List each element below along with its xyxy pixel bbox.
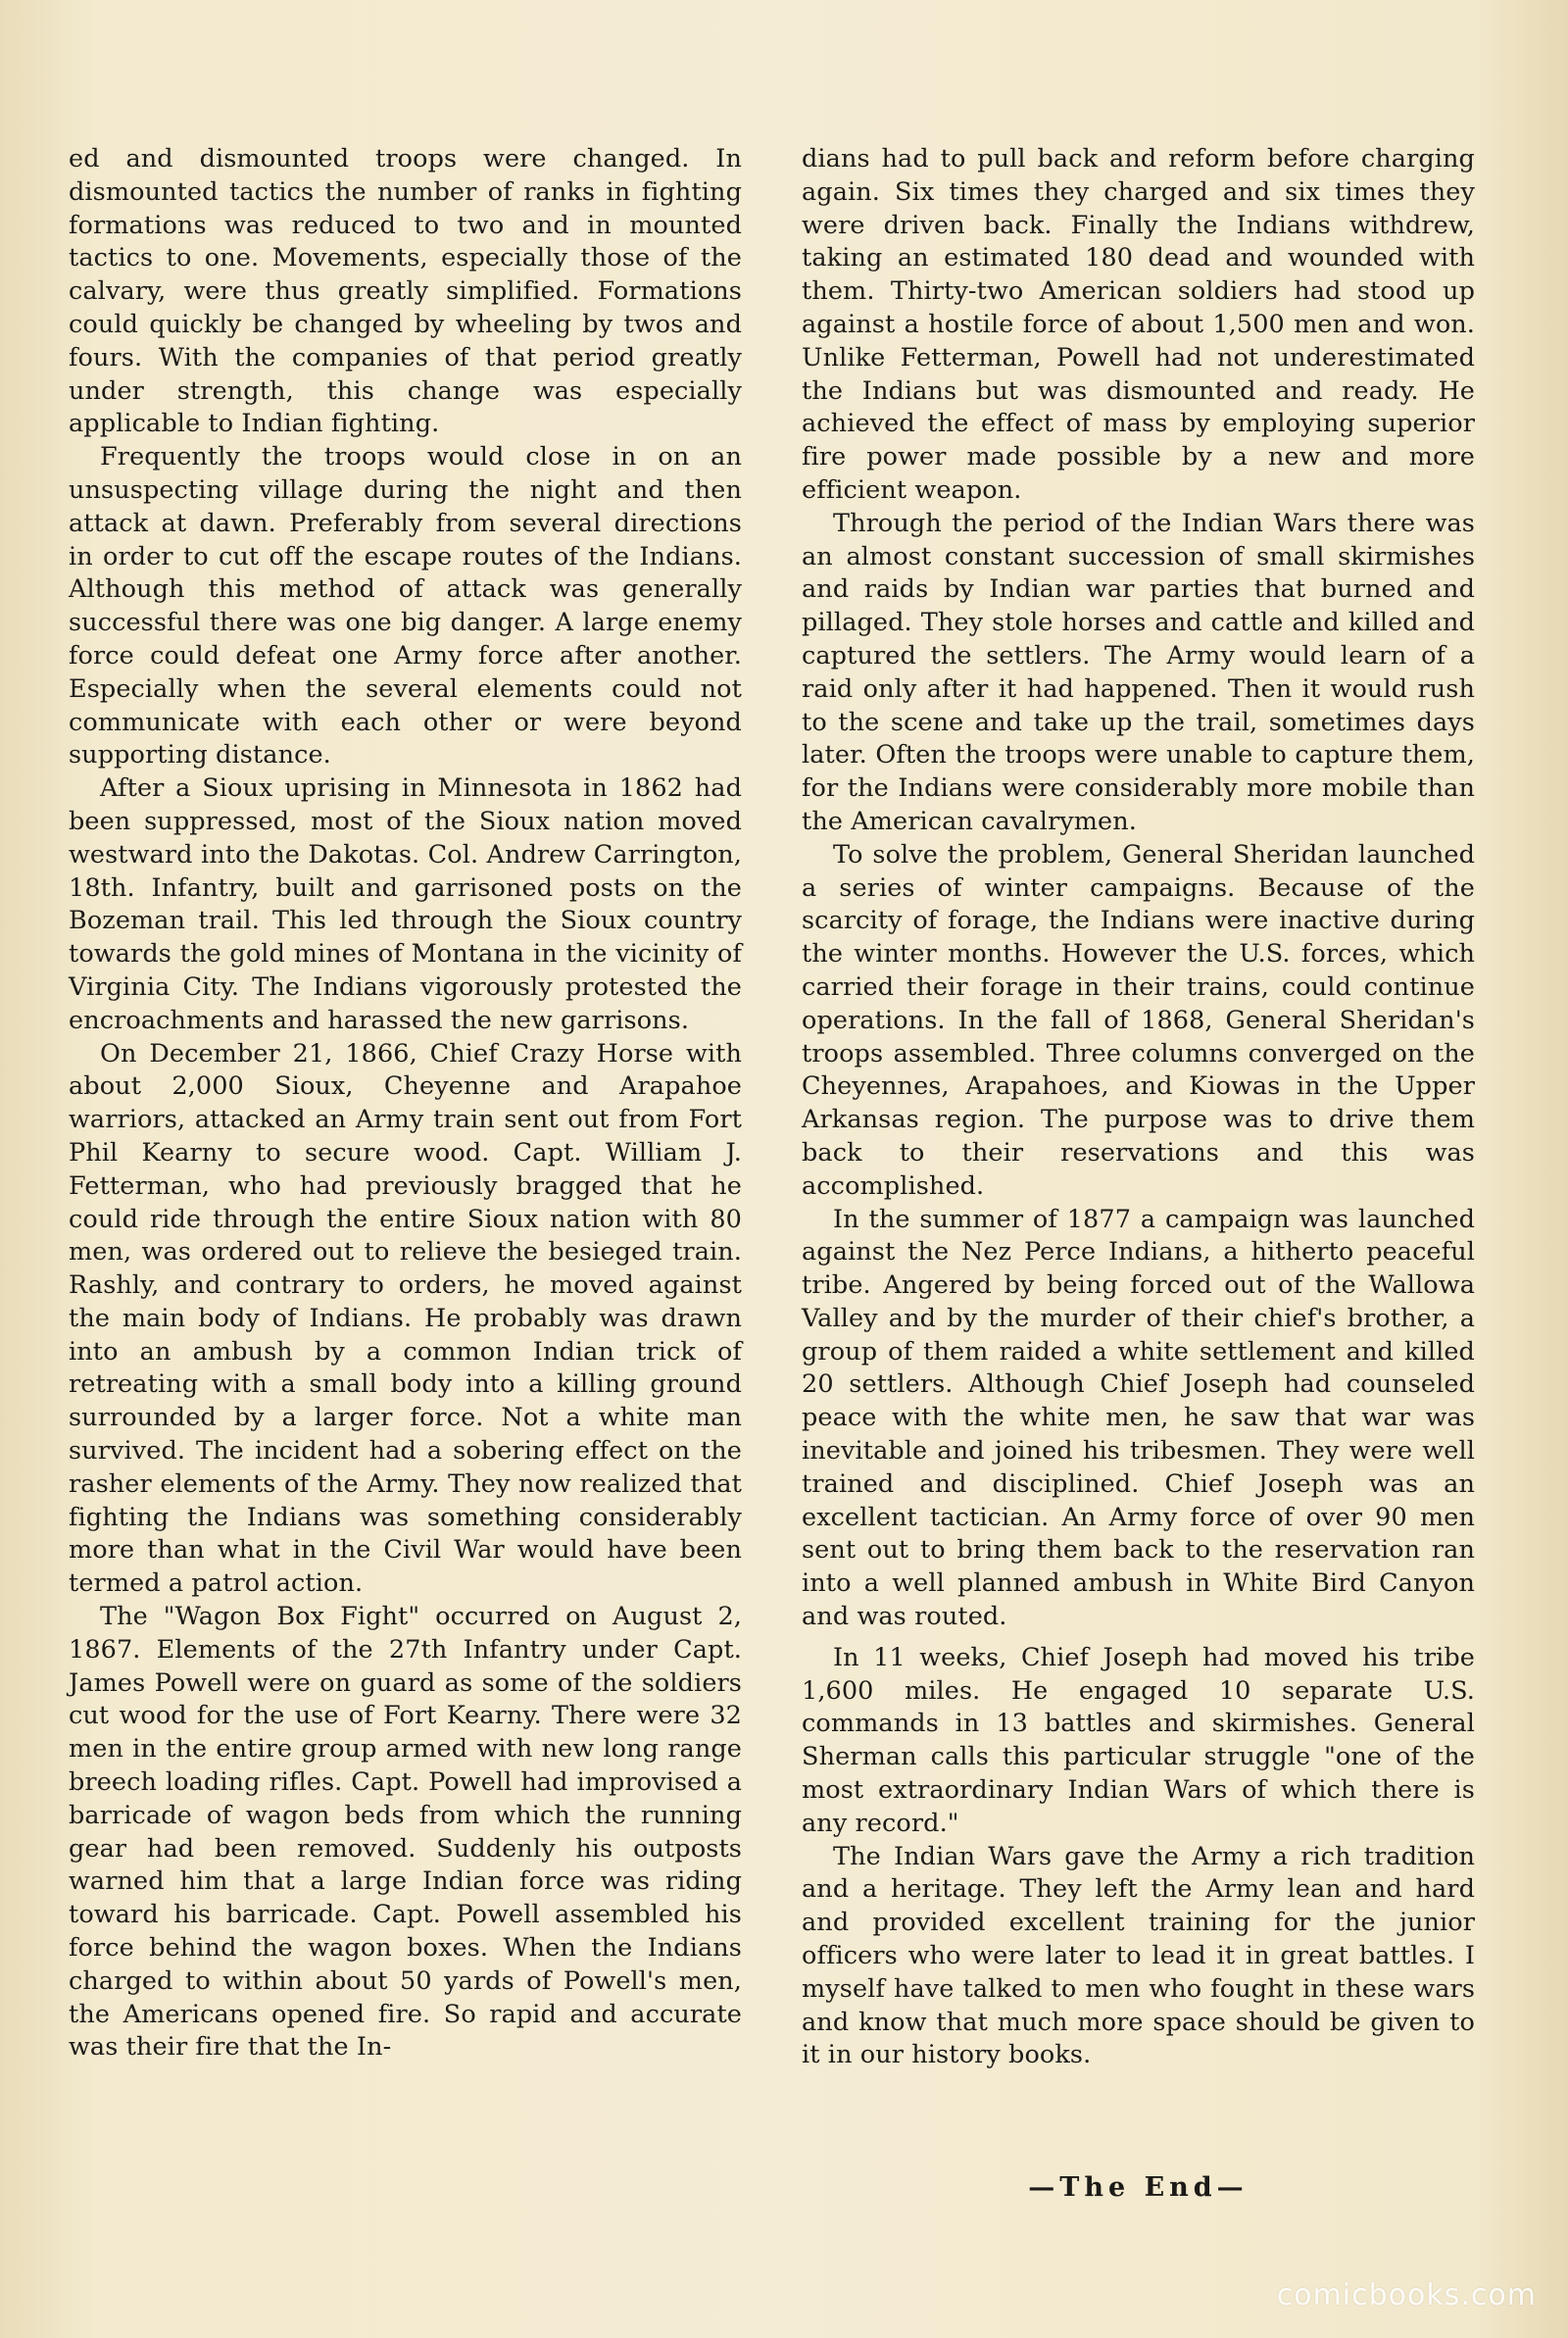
end-mark: —The End— (1028, 2172, 1249, 2203)
paragraph: ed and dismounted troops were changed. In dismounted tactics the number of ranks in fighting formations was reduced to two and in mounted tactics to one. Movements, especially those of the calvary, were thus greatly simplified. Formations could quickly be changed by wheeling by twos and fours. With the companies of that period greatly under strength, this change was especially applicable to Indian fighting. (69, 144, 742, 439)
paragraph: Through the period of the Indian Wars there was an almost constant succession of small skirmishes and raids by Indian war parties that burned and pillaged. They stole horses and cattle and killed and captured the settlers. The Army would learn of a raid only after it had happened. Then it would rush to the scene and take up the trail, sometimes days later. Often the troops were unable to capture them, for the Indians were considerably more mobile than the American cavalrymen. (802, 508, 1475, 836)
right-column (802, 143, 1475, 2072)
paragraph: On December 21, 1866, Chief Crazy Horse with about 2,000 Sioux, Cheyenne and Arapahoe warriors, attacked an Army train sent out from Fort Phil Kearny to secure wood. Capt. William J. Fetterman, who had previously bragged that he could ride through the entire Sioux nation with 80 men, was ordered out to relieve the besieged train. Rashly, and contrary to orders, he moved against the main body of Indians. He probably was drawn into an ambush by a common Indian trick of retreating with a small body into a killing ground surrounded by a larger force. Not a white man survived. The incident had a sobering effect on the rasher elements of the Army. They now realized that fighting the Indians was something considerably more than what in the Civil War would have been termed a patrol action. (69, 1038, 742, 1599)
paragraph: The "Wagon Box Fight" occurred on August 2, 1867. Elements of the 27th Infantry under Capt. James Powell were on guard as some of the soldiers cut wood for the use of Fort Kearny. There were 32 men in the entire group armed with new long range breech loading rifles. Capt. Powell had improvised a barricade of wagon beds from which the running gear had been removed. Suddenly his outposts warned him that a large Indian force was riding toward his barricade. Capt. Powell assembled his force behind the wagon boxes. When the Indians charged to within about 50 yards of Powell's men, the Americans opened fire. So rapid and accurate was their fire that the In- (69, 1602, 742, 2063)
paragraph: In the summer of 1877 a campaign was launched against the Nez Perce Indians, a hitherto peaceful tribe. Angered by being forced out of the Wallowa Valley and by the murder of their chief's brother, a group of them raided a white settlement and killed 20 settlers. Although Chief Joseph had counseled peace with the white men, he saw that war was inevitable and joined his tribesmen. They were well trained and disciplined. Chief Joseph was an excellent tactician. An Army force of over 90 men sent out to bring them back to the reservation ran into a well planned ambush in White Bird Canyon and was routed. (802, 1204, 1475, 1632)
watermark: comicbooks.com (1276, 2278, 1537, 2313)
paragraph: Frequently the troops would close in on an unsuspecting village during the night and then attack at dawn. Preferably from several directions in order to cut off the escape routes of the Indians. Although this method of attack was generally successful there was one big danger. A large enemy force could defeat one Army force after another. Especially when the several elements could not communicate with each other or were beyond supporting distance. (69, 442, 742, 771)
paragraph: The Indian Wars gave the Army a rich tradition and a heritage. They left the Army lean and hard and provided excellent training for the junior officers who were later to lead it in great battles. I myself have talked to men who fought in these wars and know that much more space should be given to it in our history books. (802, 1841, 1475, 2070)
paragraph: In 11 weeks, Chief Joseph had moved his tribe 1,600 miles. He engaged 10 separate U.S. commands in 13 battles and skirmishes. General Sherman calls this particular struggle "one of the most extraordinary Indian Wars of which there is any record." (802, 1642, 1475, 1838)
paragraph: dians had to pull back and reform before charging again. Six times they charged and six times they were driven back. Finally the Indians withdrew, taking an estimated 180 dead and wounded with them. Thirty-two American soldiers had stood up against a hostile force of about 1,500 men and won. Unlike Fetterman, Powell had not underestimated the Indians but was dismounted and ready. He achieved the effect of mass by employing superior fire power made possible by a new and more efficient weapon. (802, 144, 1475, 505)
paragraph: To solve the problem, General Sheridan launched a series of winter campaigns. Because of the scarcity of forage, the Indians were inactive during the winter months. However the U.S. forces, which carried their forage in their trains, could continue operations. In the fall of 1868, General Sheridan's troops assembled. Three columns converged on the Cheyennes, Arapahoes, and Kiowas in the Upper Arkansas region. The purpose was to drive them back to their reservations and this was accomplished. (802, 839, 1475, 1201)
paragraph: After a Sioux uprising in Minnesota in 1862 had been suppressed, most of the Sioux nation moved westward into the Dakotas. Col. Andrew Carrington, 18th. Infantry, built and garrisoned posts on the Bozeman trail. This led through the Sioux country towards the gold mines of Montana in the vicinity of Virginia City. The Indians vigorously protested the encroachments and harassed the new garrisons. (69, 773, 742, 1035)
left-column (69, 143, 742, 2064)
